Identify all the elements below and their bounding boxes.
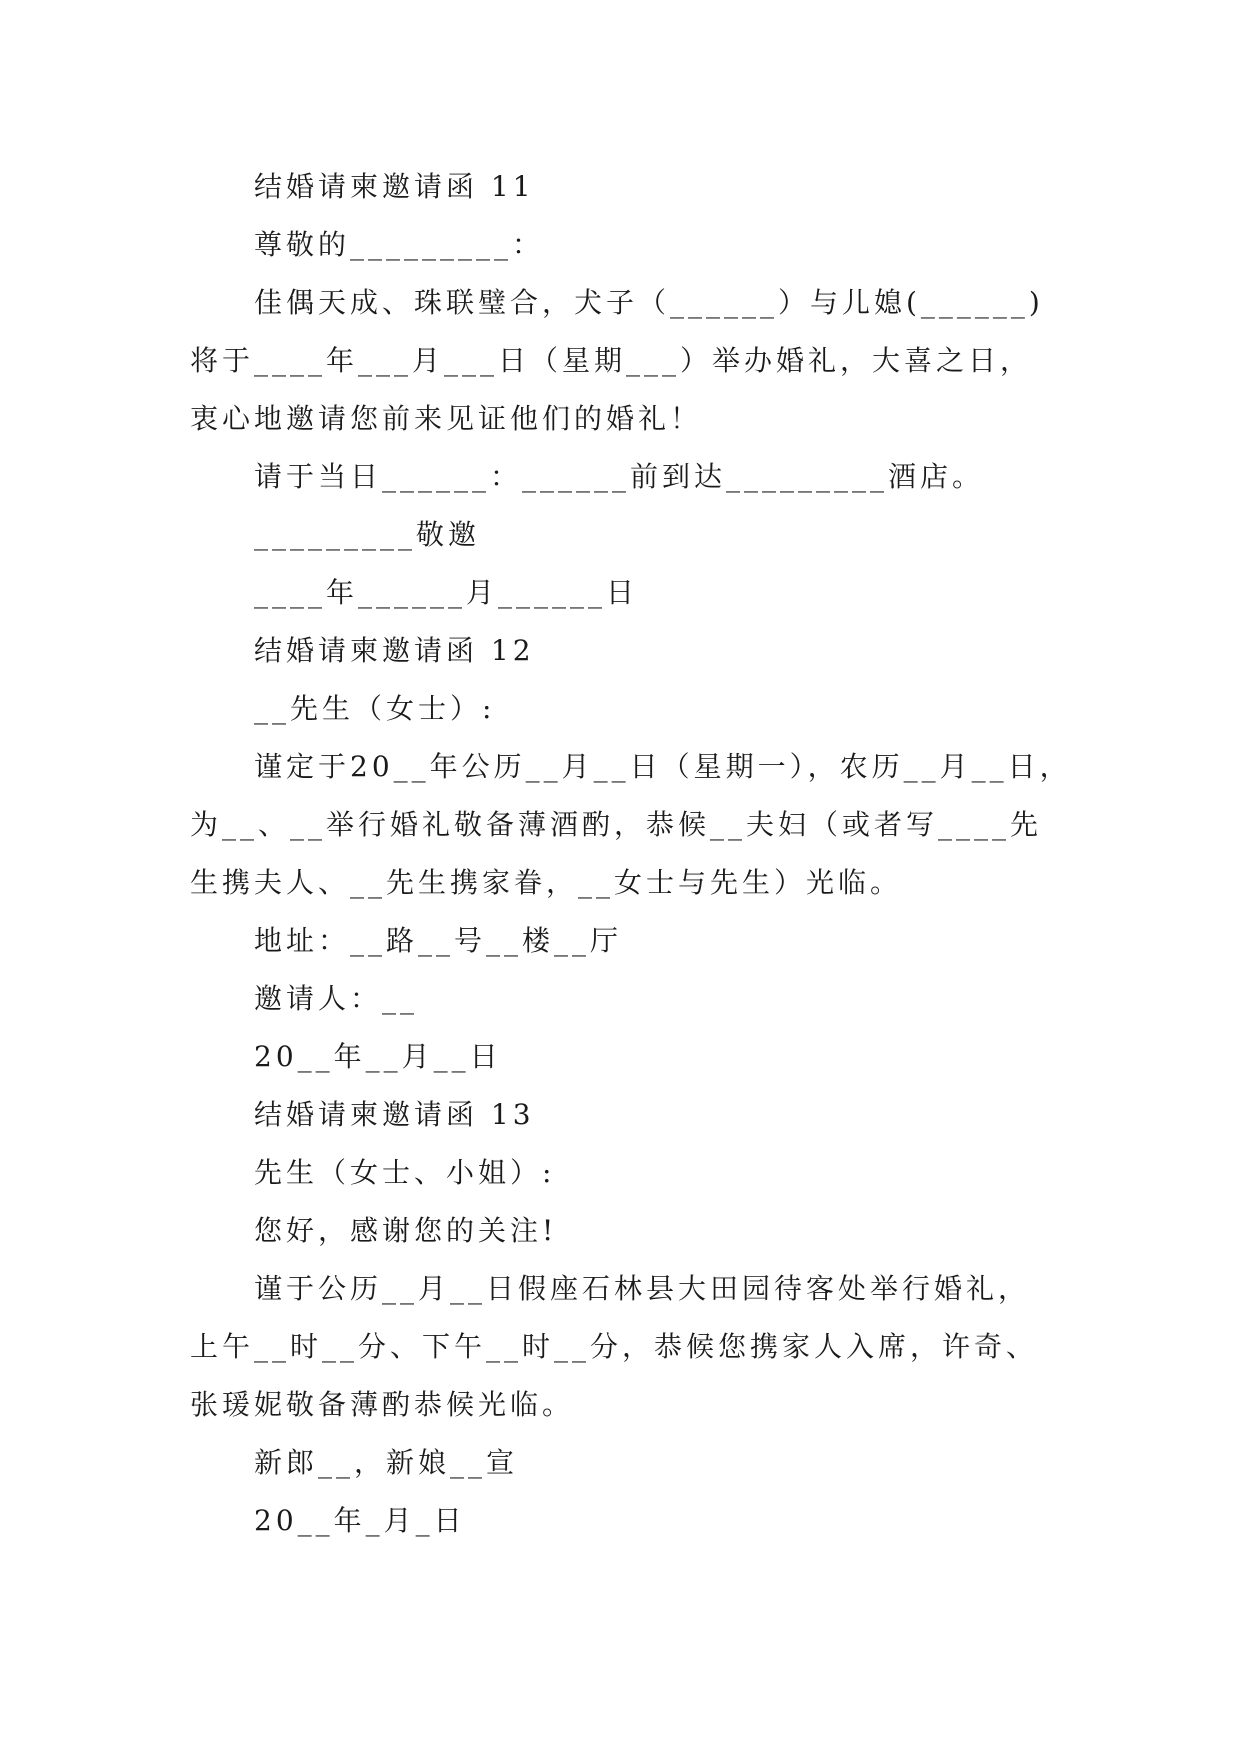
document-line: 地址：__路__号__楼__厅: [254, 924, 623, 957]
document-line: 您好，感谢您的关注!: [254, 1214, 558, 1247]
document-line: 结婚请柬邀请函 13: [254, 1098, 535, 1131]
document-line: 谨定于20__年公历__月__日（星期一），农历__月__日，: [254, 750, 1072, 783]
document-line: 为__、__举行婚礼敬备薄酒酌，恭候__夫妇（或者写____先: [190, 808, 1043, 841]
document-line: 结婚请柬邀请函 11: [254, 170, 535, 203]
document-line: 将于____年___月___日（星期___）举办婚礼，大喜之日，: [190, 344, 1033, 377]
document-line: 新郎__，新娘__宣: [254, 1446, 519, 1479]
document-line: 谨于公历__月__日假座石林县大田园待客处举行婚礼，: [254, 1272, 1031, 1305]
document-line: 张瑗妮敬备薄酌恭候光临。: [190, 1388, 575, 1421]
document-line: 结婚请柬邀请函 12: [254, 634, 535, 667]
document-line: 上午__时__分、下午__时__分，恭候您携家人入席，许奇、: [190, 1330, 1039, 1363]
document-line: 20__年__月__日: [254, 1040, 502, 1073]
document-line: 衷心地邀请您前来见证他们的婚礼！: [190, 402, 703, 435]
document-line: 先生（女士、小姐）:: [254, 1156, 556, 1189]
document-line: 生携夫人、__先生携家眷，__女士与先生）光临。: [190, 866, 903, 899]
document-line: 邀请人：__: [254, 982, 419, 1015]
document-line: 佳偶天成、珠联璧合，犬子（______）与儿媳(______): [254, 286, 1044, 319]
document-line: _________敬邀: [254, 518, 481, 551]
document-body: [190, 158, 1070, 1550]
document-line: 请于当日______：______前到达_________酒店。: [254, 460, 985, 493]
document-line: ____年______月______日: [254, 576, 639, 609]
document-line: 尊敬的_________：: [254, 228, 545, 261]
document-line: 20__年_月_日: [254, 1504, 466, 1537]
document-line: __先生（女士）:: [254, 692, 496, 725]
